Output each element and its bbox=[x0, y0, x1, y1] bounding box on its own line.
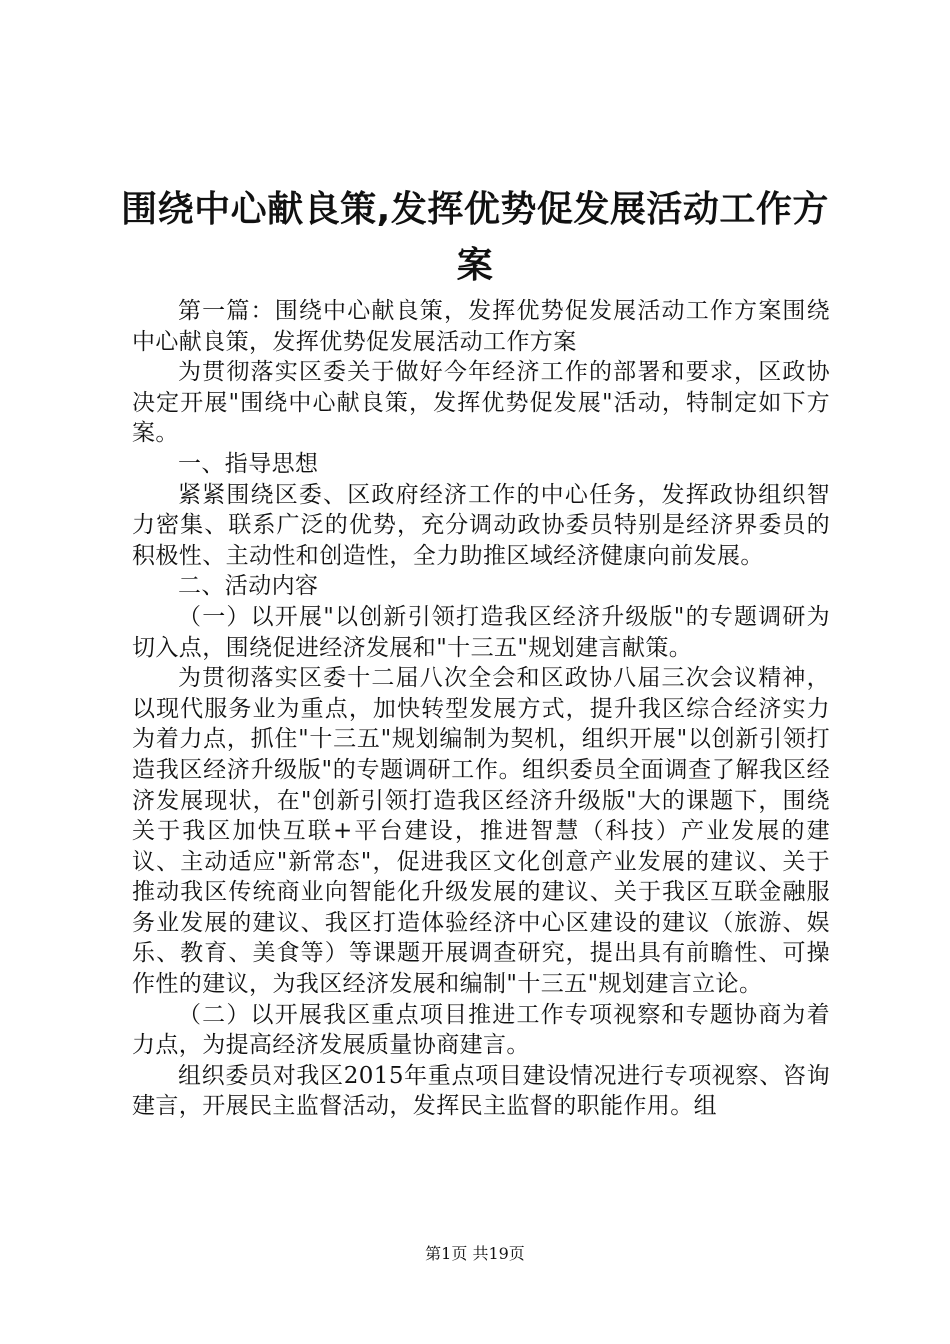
paragraph-intro: 为贯彻落实区委关于做好今年经济工作的部署和要求，区政协决定开展"围绕中心献良策，发挥优势促发展"活动，特制定如下方案。 bbox=[132, 359, 830, 447]
section-heading-activity-content: 二、活动内容 bbox=[178, 573, 319, 600]
page-number-footer: 第1页 共19页 bbox=[425, 1244, 525, 1263]
document-body bbox=[132, 296, 830, 1122]
section-heading-guiding-ideology: 一、指导思想 bbox=[178, 450, 319, 477]
paragraph-item-two: （二）以开展我区重点项目推进工作专项视察和专题协商为着力点，为提高经济发展质量协商建言。 bbox=[132, 1001, 830, 1059]
paragraph-item-one: （一）以开展"以创新引领打造我区经济升级版"的专题调研为切入点，围绕促进经济发展和"十三五"规划建言献策。 bbox=[132, 603, 830, 661]
document-title: 围绕中心献良策,发挥优势促发展活动工作方案 bbox=[121, 189, 829, 286]
paragraph-subtitle: 第一篇：围绕中心献良策，发挥优势促发展活动工作方案围绕中心献良策，发挥优势促发展活动工作方案 bbox=[132, 298, 830, 355]
paragraph-item-one-detail: 为贯彻落实区委十二届八次全会和区政协八届三次会议精神，以现代服务业为重点，加快转型发展方式，提升我区综合经济实力为着力点，抓住"十三五"规划编制为契机，组织开展"以创新引领打造我区经济升级版"的专题调研工作。组织委员全面调查了解我区经济发展现状，在"创新引领打造我区经济升级版"大的课题下，围绕关于我区加快互联+平台建设，推进智慧（科技）产业发展的建议、主动适应"新常态"，促进我区文化创意产业发展的建议、关于推动我区传统商业向智能化升级发展的建议、关于我区互联金融服务业发展的建议、我区打造体验经济中心区建设的建议（旅游、娱乐、教育、美食等）等课题开展调查研究，提出具有前瞻性、可操作性的建议，为我区经济发展和编制"十三五"规划建言立论。 bbox=[132, 665, 830, 998]
paragraph-item-two-detail: 组织委员对我区2015年重点项目建设情况进行专项视察、咨询建言，开展民主监督活动，发挥民主监督的职能作用。组 bbox=[132, 1062, 830, 1120]
paragraph-guiding-ideology: 紧紧围绕区委、区政府经济工作的中心任务，发挥政协组织智力密集、联系广泛的优势，充分调动政协委员特别是经济界委员的积极性、主动性和创造性，全力助推区域经济健康向前发展。 bbox=[132, 481, 830, 569]
